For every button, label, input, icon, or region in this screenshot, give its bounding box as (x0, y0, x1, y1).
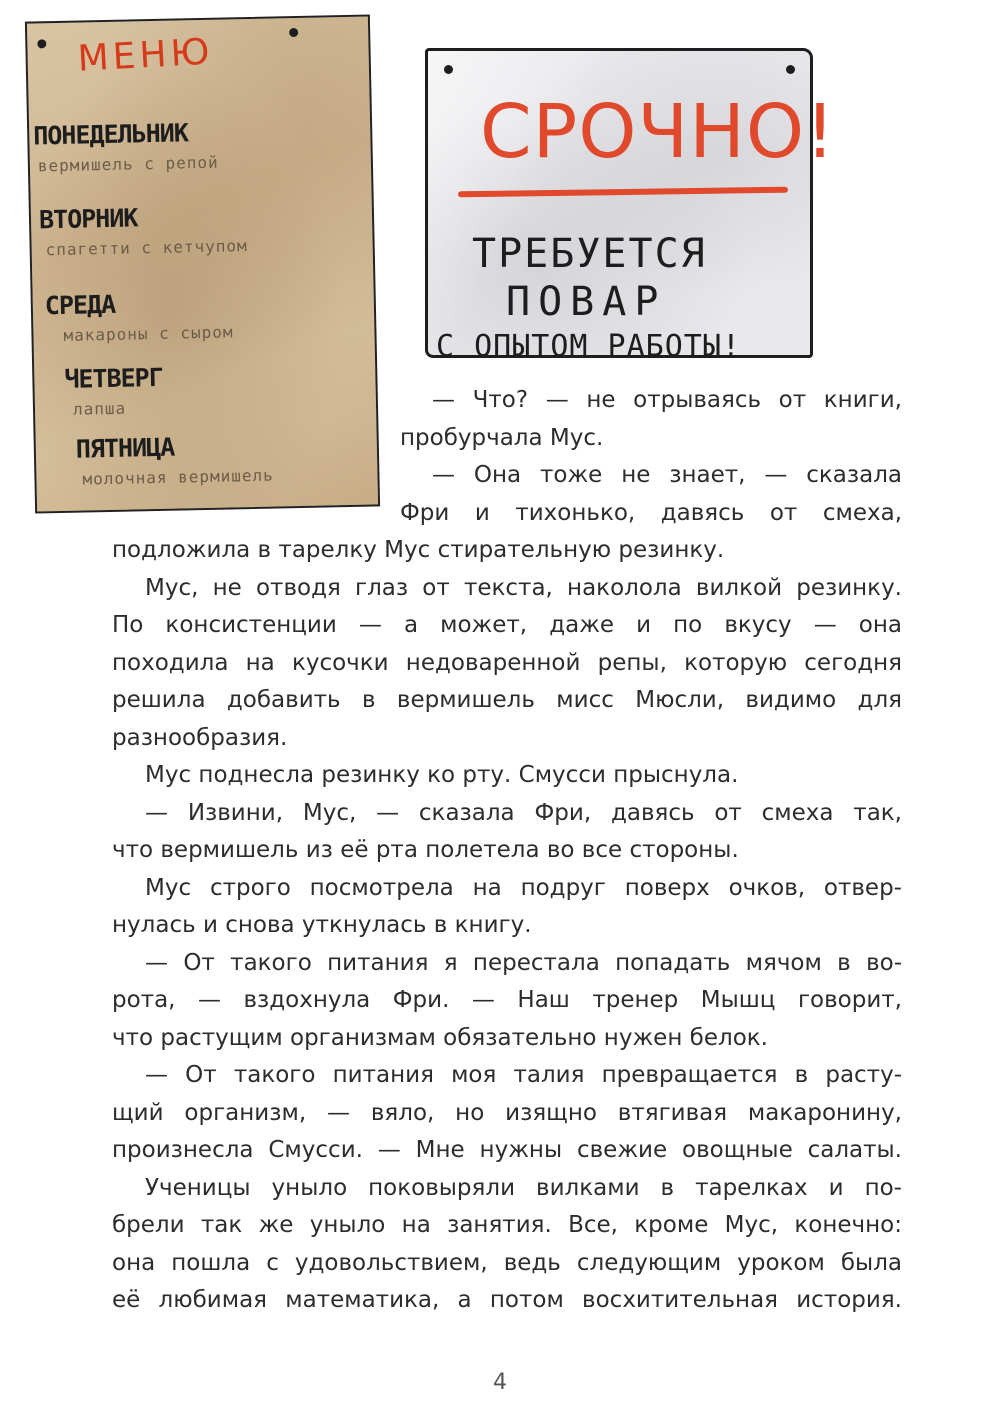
body-text-line: — От такого питания я перестала попадать мячом в во- (145, 950, 902, 976)
urgent-line: ПОВАР (506, 279, 667, 325)
urgent-line: ТРЕБУЕТСЯ (472, 231, 707, 277)
urgent-underline (458, 187, 788, 198)
page-number: 4 (493, 1370, 507, 1395)
pin-icon (786, 65, 795, 74)
menu-day: СРЕДА (44, 289, 116, 321)
menu-entry-monday (33, 118, 219, 176)
body-text-line: — Извини, Мус, — сказала Фри, давясь от смеха так, (145, 800, 902, 826)
body-text-line: Мус, не отводя глаз от текста, наколола вилкой резинку. (145, 575, 902, 601)
menu-entry-tuesday (39, 201, 248, 259)
pin-icon (289, 28, 298, 37)
body-text-line: — Она тоже не знает, — сказала (432, 462, 902, 488)
body-text-line: Ученицы уныло поковыряли вилками в тарелках и по- (145, 1175, 902, 1201)
body-text-line: щий организм, — вяло, но изящно втягивая макаронину, (112, 1100, 902, 1126)
menu-dish: лапша (72, 398, 127, 419)
body-text-line: По консистенции — а может, даже и по вкусу — она (112, 612, 902, 638)
body-text-line: разнообразия. (112, 725, 288, 751)
body-text-line: решила добавить в вермишель мисс Мюсли, видимо для (112, 687, 902, 713)
menu-dish: спагетти с кетчупом (45, 236, 248, 260)
body-text-line: она пошла с удовольствием, ведь следующим уроком была (112, 1250, 902, 1276)
menu-dish: макароны с сыром (63, 322, 234, 345)
body-text-line: Мус строго посмотрела на подруг поверх очков, отвер- (145, 875, 902, 901)
menu-dish: молочная вермишель (82, 465, 275, 489)
body-text-line: брели так же уныло на занятия. Все, кроме Мус, конечно: (112, 1212, 902, 1238)
menu-entry-friday (76, 431, 274, 489)
urgent-line: С ОПЫТОМ РАБОТЫ! (436, 329, 741, 364)
menu-day: ВТОРНИК (38, 203, 138, 235)
body-text-line: — Что? — не отрываясь от книги, (432, 387, 902, 413)
menu-paper (25, 14, 380, 513)
body-text-line: походила на кусочки недоваренной репы, которую сегодня (112, 650, 902, 676)
body-text-line: произнесла Смусси. — Мне нужны свежие овощные салаты. (112, 1137, 902, 1163)
pin-icon (444, 65, 453, 74)
menu-dish: вермишель с репой (37, 152, 219, 176)
urgent-sign (425, 48, 836, 364)
body-text-line: рота, — вздохнула Фри. — Наш тренер Мышц говорит, (112, 987, 902, 1013)
body-text-line: что растущим организмам обязательно нужен белок. (112, 1025, 768, 1051)
body-text-line: Мус поднесла резинку ко рту. Смусси прыснула. (145, 762, 739, 788)
pin-icon (37, 39, 46, 48)
body-text-line: Фри и тихонько, давясь от смеха, (400, 500, 902, 526)
body-text-line: её любимая математика, а потом восхитительная история. (112, 1287, 902, 1313)
body-text-line: подложила в тарелку Мус стирательную резинку. (112, 537, 725, 563)
body-text-line: нулась и снова уткнулась в книгу. (112, 912, 532, 938)
menu-day: ЧЕТВЕРГ (64, 362, 164, 394)
body-text-line: пробурчала Мус. (400, 425, 604, 451)
urgent-title: СРОЧНО! (480, 89, 836, 175)
menu-entry-thursday (64, 363, 163, 419)
body-text-line: — От такого питания моя талия превращается в расту- (145, 1062, 902, 1088)
menu-title: МЕНЮ (76, 31, 215, 80)
menu-entry-wednesday (45, 287, 234, 345)
menu-day: ПЯТНИЦА (75, 432, 175, 464)
menu-day: ПОНЕДЕЛЬНИК (32, 118, 189, 151)
body-text-line: что вермишель из её рта полетела во все стороны. (112, 837, 739, 863)
